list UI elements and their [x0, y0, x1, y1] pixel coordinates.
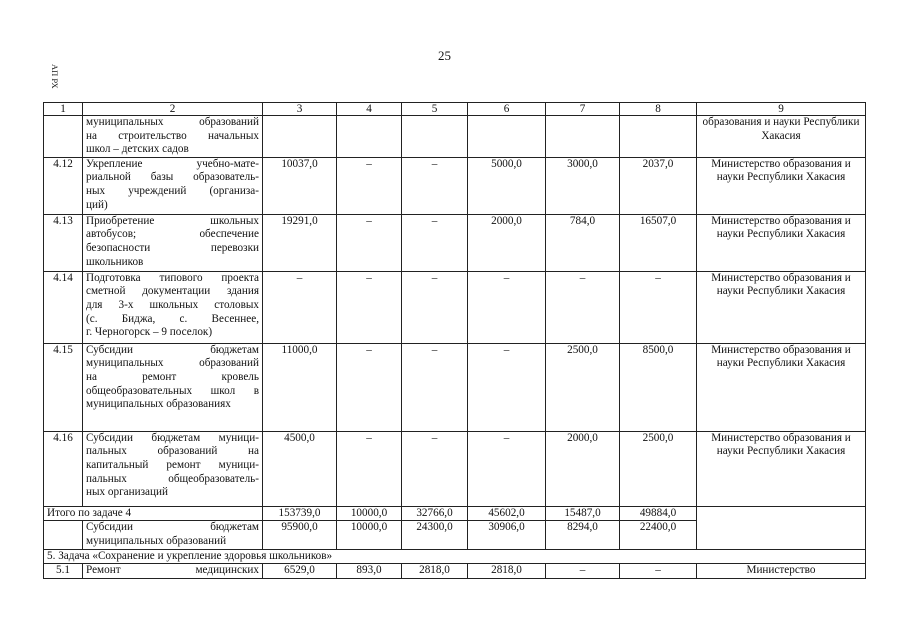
- value-col4: 10000,0: [337, 521, 402, 549]
- row-description: Подготовка типового проекта сметной документации здания для 3-х школьных столовых (с. Биджа, с. Весеннее, г. Черногорск – 9 поселок): [83, 271, 263, 343]
- empty-cell: [44, 521, 83, 549]
- value-col6: 5000,0: [468, 157, 546, 214]
- value-col4: –: [337, 214, 402, 271]
- value-col6: 45602,0: [468, 506, 546, 521]
- value-col8: 8500,0: [620, 343, 697, 431]
- row-description: Приобретение школьных автобусов; обеспечение безопасности перевозки школьников: [83, 214, 263, 271]
- table-row: [44, 431, 866, 506]
- section-row: [44, 549, 866, 564]
- table-row: [44, 564, 866, 579]
- value-total: 19291,0: [263, 214, 337, 271]
- value-col5: –: [402, 214, 468, 271]
- value-total: 11000,0: [263, 343, 337, 431]
- row-description: Субсидии бюджетам муниципальных образований на ремонт кровель общеобразовательных школ в муниципальных образованиях: [83, 343, 263, 431]
- value-total: 10037,0: [263, 157, 337, 214]
- value-col8: [620, 116, 697, 158]
- value-col6: [468, 116, 546, 158]
- value-total: –: [263, 271, 337, 343]
- value-col8: –: [620, 564, 697, 579]
- value-col4: 893,0: [337, 564, 402, 579]
- value-col7: 15487,0: [546, 506, 620, 521]
- header-cell: 2: [83, 103, 263, 116]
- header-cell: 5: [402, 103, 468, 116]
- value-col6: –: [468, 343, 546, 431]
- value-col8: 22400,0: [620, 521, 697, 549]
- row-number: [44, 116, 83, 158]
- value-col5: –: [402, 343, 468, 431]
- value-col5: [402, 116, 468, 158]
- row-description: муниципальных образований на строительство начальных школ – детских садов: [83, 116, 263, 158]
- responsible-body: Министерство образования и науки Республики Хакасия: [697, 343, 866, 431]
- responsible-body: Министерство образования и науки Республики Хакасия: [697, 431, 866, 506]
- value-col4: [337, 116, 402, 158]
- value-total: 6529,0: [263, 564, 337, 579]
- value-col5: –: [402, 271, 468, 343]
- value-col5: 24300,0: [402, 521, 468, 549]
- responsible-body: Министерство: [697, 564, 866, 579]
- table-row: [44, 116, 866, 158]
- value-col5: –: [402, 157, 468, 214]
- value-col8: 16507,0: [620, 214, 697, 271]
- value-col7: 784,0: [546, 214, 620, 271]
- page-number: 25: [438, 48, 451, 63]
- header-cell: 3: [263, 103, 337, 116]
- value-col4: –: [337, 157, 402, 214]
- responsible-body: Министерство образования и науки Республики Хакасия: [697, 214, 866, 271]
- row-number: 4.14: [44, 271, 83, 343]
- table-row: [44, 214, 866, 271]
- value-total: 4500,0: [263, 431, 337, 506]
- value-col4: 10000,0: [337, 506, 402, 521]
- value-col7: –: [546, 271, 620, 343]
- value-col6: –: [468, 271, 546, 343]
- row-number: 4.16: [44, 431, 83, 506]
- value-col4: –: [337, 343, 402, 431]
- value-total: [263, 116, 337, 158]
- value-col8: 2500,0: [620, 431, 697, 506]
- value-col6: –: [468, 431, 546, 506]
- row-description: Укрепление учебно-мате- риальной базы образователь- ных учреждений (организа- ций): [83, 157, 263, 214]
- empty-cell: [697, 506, 866, 549]
- value-col8: 49884,0: [620, 506, 697, 521]
- value-col8: –: [620, 271, 697, 343]
- value-col7: –: [546, 564, 620, 579]
- responsible-body: образования и науки Республики Хакасия: [697, 116, 866, 158]
- value-col5: –: [402, 431, 468, 506]
- header-cell: 9: [697, 103, 866, 116]
- value-col7: 2500,0: [546, 343, 620, 431]
- table-row: [44, 343, 866, 431]
- row-description: Ремонт медицинских: [83, 564, 263, 579]
- header-cell: 8: [620, 103, 697, 116]
- row-number: 5.1: [44, 564, 83, 579]
- value-col5: 32766,0: [402, 506, 468, 521]
- value-col6: 2818,0: [468, 564, 546, 579]
- header-row: [44, 103, 866, 116]
- header-cell: 1: [44, 103, 83, 116]
- value-col4: –: [337, 271, 402, 343]
- row-description: Субсидии бюджетам муниципальных образований: [83, 521, 263, 549]
- side-label: [48, 58, 66, 89]
- value-col7: 2000,0: [546, 431, 620, 506]
- responsible-body: Министерство образования и науки Республики Хакасия: [697, 271, 866, 343]
- header-cell: 4: [337, 103, 402, 116]
- value-col7: 8294,0: [546, 521, 620, 549]
- row-number: 4.13: [44, 214, 83, 271]
- value-col8: 2037,0: [620, 157, 697, 214]
- value-col6: 2000,0: [468, 214, 546, 271]
- header-cell: 6: [468, 103, 546, 116]
- value-col7: [546, 116, 620, 158]
- value-total: 95900,0: [263, 521, 337, 549]
- value-total: 153739,0: [263, 506, 337, 521]
- side-label-text: АП РХ: [50, 64, 60, 89]
- header-cell: 7: [546, 103, 620, 116]
- table-row: [44, 157, 866, 214]
- responsible-body: Министерство образования и науки Республики Хакасия: [697, 157, 866, 214]
- value-col4: –: [337, 431, 402, 506]
- total-row: [44, 506, 866, 521]
- row-number: 4.15: [44, 343, 83, 431]
- budget-table: [43, 102, 866, 579]
- section-heading: 5. Задача «Сохранение и укрепление здоровья школьников»: [44, 549, 866, 564]
- value-col7: 3000,0: [546, 157, 620, 214]
- row-number: 4.12: [44, 157, 83, 214]
- row-description: Субсидии бюджетам муници- пальных образований на капитальный ремонт муници- пальных общеобразователь- ных организаций: [83, 431, 263, 506]
- total-label: Итого по задаче 4: [44, 506, 263, 521]
- value-col5: 2818,0: [402, 564, 468, 579]
- value-col6: 30906,0: [468, 521, 546, 549]
- table-row: [44, 271, 866, 343]
